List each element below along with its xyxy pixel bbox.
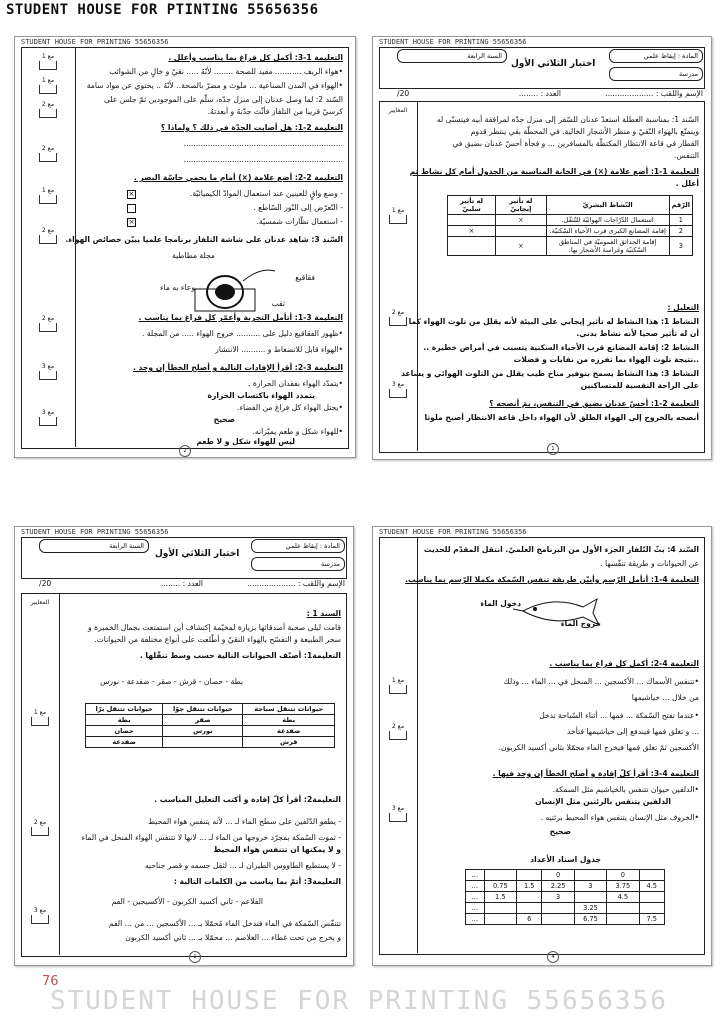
mark-box: مع 3: [383, 805, 413, 822]
instruction: التعليمة 2-1: أحسّ عدنان بضيق في التنفس، بمَ أنصحه ؟: [489, 399, 699, 408]
subject-box: المادة : إيقاظ علمي: [251, 539, 345, 553]
mark-box: مع 3: [33, 409, 63, 426]
sheet-2-margin: [417, 101, 418, 451]
text-line: عن الحيوانات و طريقة تنفّسها .: [600, 559, 699, 568]
mark-box: مع 3: [33, 363, 63, 380]
instruction: التعليمة2: أقرأ كلّ إفادة و أكتب التعليل المناسب .: [154, 795, 341, 804]
answer: على الراحة النفسية للمتساكنين: [580, 381, 699, 390]
student-number: العدد : ........: [160, 579, 203, 588]
exam-sheet-2: [372, 36, 712, 460]
school-box: مدرسة: [609, 67, 703, 81]
text-line: •الخروف مثل الإنسان يتنفس هواء المحيط برئتيه .: [540, 813, 699, 822]
score-field: 20/: [397, 89, 410, 98]
mark-box: مع 2: [383, 309, 413, 326]
sheet-4-margin: [417, 537, 418, 953]
word-list: بطة - حصان - قرش - صقر - ضفدعة - نورس: [100, 677, 243, 686]
instruction: التعليمة 1-3: أكمل كل فراغ بما يناسب وأعلل .: [168, 53, 343, 62]
bottom-watermark: STUDENT HOUSE FOR PRINTING 55656356: [50, 986, 668, 1016]
mark-box: مع 1: [33, 77, 63, 94]
text-line: سحر الطبيعة و التفسّح بالهواء النقيّ و أطّلعت على أنواع مختلفة من الحيوانات.: [94, 635, 341, 644]
table-header: النّشاط البشريّ: [546, 196, 669, 215]
answer: ليس للهواء شكل و لا طعم: [196, 437, 295, 446]
page-stamp: 2: [179, 445, 191, 457]
student-name: الإسم واللقب : ....................: [247, 579, 345, 588]
text-line: - يطفو الدّلفين على سطح الماء لـ ... لأنه يتنفس هواء المحيط: [148, 817, 341, 826]
mark-box: مع 2: [25, 819, 55, 836]
mark-box: مع 2: [33, 101, 63, 118]
diagram-label: خروج الماء: [560, 619, 601, 628]
answer: يتمدد الهواء باكتساب الحرارة: [207, 391, 315, 400]
level-box: السنة الرابعة: [39, 539, 149, 553]
instruction: التعليمة 1-1: أضع علامة (×) في الخانة المناسبة من الجدول أمام كل نشاط ثم: [409, 167, 699, 176]
instruction: التعليمة 4-3: أقرأ كلّ إفادة و أصلح الخطأ إن وجد فيها .: [492, 769, 699, 778]
text-line: السّند 2: لما وصل عدنان إلى منزل جدّه، سلّم على الموجودين ثمّ جلس على: [104, 95, 343, 104]
page-number: 76: [42, 974, 59, 989]
subject-box: المادة : إيقاظ علمي: [609, 49, 703, 63]
option-line: - التّعرّض إلى النّور السّاطع .: [253, 203, 343, 212]
activities-table: [447, 195, 693, 256]
table-row: 1 استعمال الدّرّاجات الهوائيّة للتّنقّل. ×: [448, 215, 693, 226]
table-header: له تأثير إيجابيّ: [496, 196, 547, 215]
exam-title: اختبار الثلاثي الأول: [155, 549, 240, 559]
table-row: ضفدعة نورس حصان: [86, 726, 335, 737]
diagram-label: دخول الماء: [480, 599, 521, 608]
instruction: التعليمة3: أتمّ بما يناسب من الكلمات التالية :: [173, 877, 341, 886]
table-header: حيوانات تتنقل سباحة: [243, 704, 335, 715]
page-stamp: 4: [547, 951, 559, 963]
mark-box: مع 1: [33, 53, 63, 70]
instruction: أعلل .: [675, 179, 699, 188]
text-line: التنفس.: [674, 151, 699, 160]
exam-sheet-3: [14, 526, 354, 966]
table-row: 3 إقامة الحدائق العموميّة في المناطق السّكنيّة وغراسة الأشجار بها. ×: [448, 237, 693, 256]
answer: الدلفين يتنفس بالرئتين مثل الإنسان: [535, 797, 671, 806]
text-line: •ظهور الفقاقيع دليل على .......... خروج الهواء ..... من المجلة .: [142, 329, 343, 338]
animals-table: [85, 703, 335, 748]
scoring-grid: [465, 869, 665, 925]
table-row: قرش ضفدعة: [86, 737, 335, 748]
table-row: 4.5 3 1.5 ...: [466, 892, 665, 903]
exam-sheet-1: [14, 36, 356, 458]
text-line: - لا يستطيع الطاووس الطيران لـ ... لثقل جسمه و قصر جناحيه: [144, 861, 341, 870]
answer: صحيح: [549, 827, 571, 836]
answer-line: ..................................................................: [183, 155, 343, 164]
mark-box: مع 1: [383, 207, 413, 224]
instruction: التعليمة 2-2: أضع علامة (×) أمام ما يحمي حاسّة البصر .: [133, 173, 343, 182]
table-header: حيوانات تتنقل جوّا: [163, 704, 243, 715]
top-watermark: STUDENT HOUSE FOR PTINTING 55656356: [6, 2, 319, 18]
answer-line: ..................................................................: [183, 139, 343, 148]
word-list: الفلاعم - ثاني أكسيد الكربون - الأكسيجين - الفم: [111, 897, 263, 906]
mark-box: مع 2: [383, 723, 413, 740]
sheet-1-margin: [75, 47, 76, 447]
answer: النشاط 2: إقامة المصانع قرب الأحياء السكنية يتسبب في أمراض خطيرة ..: [423, 343, 699, 352]
page-stamp: 1: [189, 951, 201, 963]
exam-sheet-4: [372, 526, 712, 966]
mark-box: مع 3: [383, 381, 413, 398]
diagram-label: مجلة مطاطية: [172, 251, 215, 260]
table-row: بطة صقر بطة: [86, 715, 335, 726]
score-field: 20/: [39, 579, 52, 588]
text-line: •تتنفس الأسماك ... الأكسجين ... المنحل في ... الماء ... وذلك: [503, 677, 699, 686]
text-line: و يخرج من تحت غطاء ... الغلاصم ... محمّلا بـ ... ثاني أكسيد الكربون: [125, 933, 341, 942]
student-number: العدد : ........: [518, 89, 561, 98]
text-line: •الهواء قابل للانضغاط و .......... الانتشار: [215, 345, 343, 354]
text-line: تتنفّس السّمكة في الماء فتدخل الماء مُحمّلا بـ ... الأكسجين ... من ... الفم: [108, 919, 341, 928]
text-line: من خلال ... خياشيمها: [631, 693, 699, 702]
sheet-watermark: STUDENT HOUSE FOR PRINTING 55656356: [21, 38, 169, 46]
text-line: الأكسجين ثمّ تغلق فمها فيخرج الماء محمّلا بثاني أكسيد الكربون.: [498, 743, 699, 752]
text-line: ... و تغلق فمها فيندفع إلى خياشيمها فتأخذ: [567, 727, 699, 736]
table-row: 7.5 6.75 6 ...: [466, 914, 665, 925]
table-row: 4.5 3.75 3 2.25 1.5 0.75 ...: [466, 881, 665, 892]
source-1: السّند 1: بمناسبة العطلة استعدّ عدنان للسّفر إلى منزل جدّه لمرافقة أبيه فيتسنّى له: [436, 115, 699, 124]
mark-box: مع 2: [33, 315, 63, 332]
text-line: •يحتل الهواء كل فراغ من الفضاء.: [237, 403, 343, 412]
table-header: له تأثير سلبيّ: [448, 196, 496, 215]
diagram-label: وعاء به ماء: [159, 283, 195, 292]
mark-box: مع 3: [25, 907, 55, 924]
text-line: كرسيّ قريبا من التلفاز فأثّث جدّتهُ و أبعدتهُ.: [207, 107, 343, 116]
table-row: 2 إقامة المصانع الكبرى قرب الأحياء السّكنيّة. ×: [448, 226, 693, 237]
student-name: الإسم واللقب : ....................: [605, 89, 703, 98]
level-box: السنة الرابعة: [397, 49, 507, 63]
sheet-watermark: STUDENT HOUSE FOR PRINTING 55656356: [21, 528, 169, 536]
text-line: •عندما تفتح السّمكة ... فمها ... أثناء السّباحة تدخل: [539, 711, 699, 720]
source-3: السّند 3: شاهد عدنان على شاشة التلفاز برنامجا علميا يبيّن خصائص الهواء.: [65, 235, 343, 244]
mark-box: المعايير: [30, 599, 50, 606]
mark-box: مع 2: [33, 227, 63, 244]
diagram-label: ثقب: [271, 299, 285, 308]
text-line: •الدلفين حيوان تتنفس بالخياشيم مثل السمكة.: [552, 785, 699, 794]
mark-box: مع 1: [383, 677, 413, 694]
instruction: التعليمة 2-1: هل أصابت الجدّة في ذلك ؟ ولماذا ؟: [160, 123, 343, 132]
checkbox-empty[interactable]: [127, 204, 136, 213]
mark-box: مع 1: [25, 709, 55, 726]
source-1: السند 1 :: [306, 609, 341, 618]
sheet-watermark: STUDENT HOUSE FOR PRINTING 55656356: [379, 38, 527, 46]
answer: ..نتيجة تلوث الهواء بما تفرزه من نفايات و فضلات: [513, 355, 699, 364]
instruction: التعليمة 3-1: أتأمل التجربة وأعمّر كل فراغ بما يناسب .: [138, 313, 343, 322]
text-line: •للهواء شكل و طعم يميّزانه.: [252, 427, 343, 436]
checkbox-checked[interactable]: ×: [128, 218, 135, 226]
mark-box: المعايير: [388, 107, 408, 114]
diagram-label: فقاقيع: [295, 273, 315, 282]
checkbox-checked[interactable]: ×: [128, 190, 135, 198]
sheet-3-margin: [59, 593, 60, 955]
justification-label: التعليل :: [667, 303, 699, 312]
table-header: حيوانات تتنقل برّا: [86, 704, 163, 715]
sheet-watermark: STUDENT HOUSE FOR PRINTING 55656356: [379, 528, 527, 536]
answer: صحيح: [213, 415, 235, 424]
instruction: التعليمة 3-2: أقرأ الإفادات التالية و أصلح الخطأ إن وجد .: [132, 363, 343, 372]
instruction: التعليمة 4-1: أتأمل الرّسم وأبيّن طريقة تنفس السّمكة مكملا الرّسم بما يناسب.: [405, 575, 699, 584]
text-line: •يتمدّد الهواء بفقدان الحرارة .: [248, 379, 343, 388]
text-line: •هواء الريف ........... مفيد للصحة ........ لأنّهُ ..... نقيّ و خالٍ من الشوائب: [109, 67, 343, 76]
instruction: التعليمة 4-2: أكمل كل فراغ بما يناسب .: [549, 659, 699, 668]
mark-box: مع 2: [33, 145, 63, 162]
answer: النشاط 1: هذا النشاط له تأثير إيجابي على البيئة لأنه يقلل من تلوث الهواء كما: [408, 317, 699, 326]
option-line: - استعمال نظّارات شمسيّة.: [256, 217, 343, 226]
text-line: - تموت السّمكة بمجرّد خروجها من الماء لـ ... لانها لا تتنفس الهواء المنحل في الماء: [81, 833, 341, 842]
exam-title: اختبار الثلاثي الأول: [511, 59, 596, 69]
text-line: ويتمتّع بالهواء النّقيّ و منظر الأشجار الخالية. في المحطّة بقي ينتظر قدوم: [470, 127, 699, 136]
instruction: التعليمة1: أصنّف الحيوانات التالية حسب وسط تنقّلها .: [139, 651, 341, 660]
text-line: •الهواء في المدن الصناعية ... ملوث و مضرّ بالصحة.. لأنّهُ .. يحتوي عن مواد سامة: [86, 81, 343, 90]
table-row: 0 0 ...: [466, 870, 665, 881]
answer: أنصحه بالخروج إلى الهواء الطلق لأن الهواء داخل قاعة الانتظار أصبح ملوثا: [424, 413, 699, 422]
school-box: مدرسة: [251, 557, 345, 571]
option-line: - وضع واقٍ للعينين عند استعمال الموادّ الكيميائيّة.: [189, 189, 343, 198]
source-4: السّند 4: بثّ التّلفاز الجزء الأول من البرنامج العلميّ. انتقل المقدّم للحديث: [423, 545, 699, 554]
table-row: 3.25 ...: [466, 903, 665, 914]
answer: أن له تأثير صحيا لأنه نشاط بدني.: [576, 329, 699, 338]
text-line: قامت ليلى صحبة أصدقائها بزيارة لمخيّمة إكتشاف أين استمتعت بجمال الخميرة و: [88, 623, 341, 632]
answer: و لا يمكنها ان تتنفس هواء المحيط: [213, 845, 341, 854]
text-line: القطار في قاعة الانتظار المكتظّة بالمسافرين ... و فجأة أحسّ عدنان بضيق في: [452, 139, 699, 148]
answer: النشاط 3: هذا النشاط يسمح بتوفير مناخ طيب يقلل من التلوث الهوائي و يساعد: [401, 369, 699, 378]
mark-box: مع 1: [33, 187, 63, 204]
page-stamp: 1: [547, 443, 559, 455]
grid-title: جدول اسناد الأعداد: [530, 855, 601, 864]
table-header: الرّقم: [669, 196, 692, 215]
